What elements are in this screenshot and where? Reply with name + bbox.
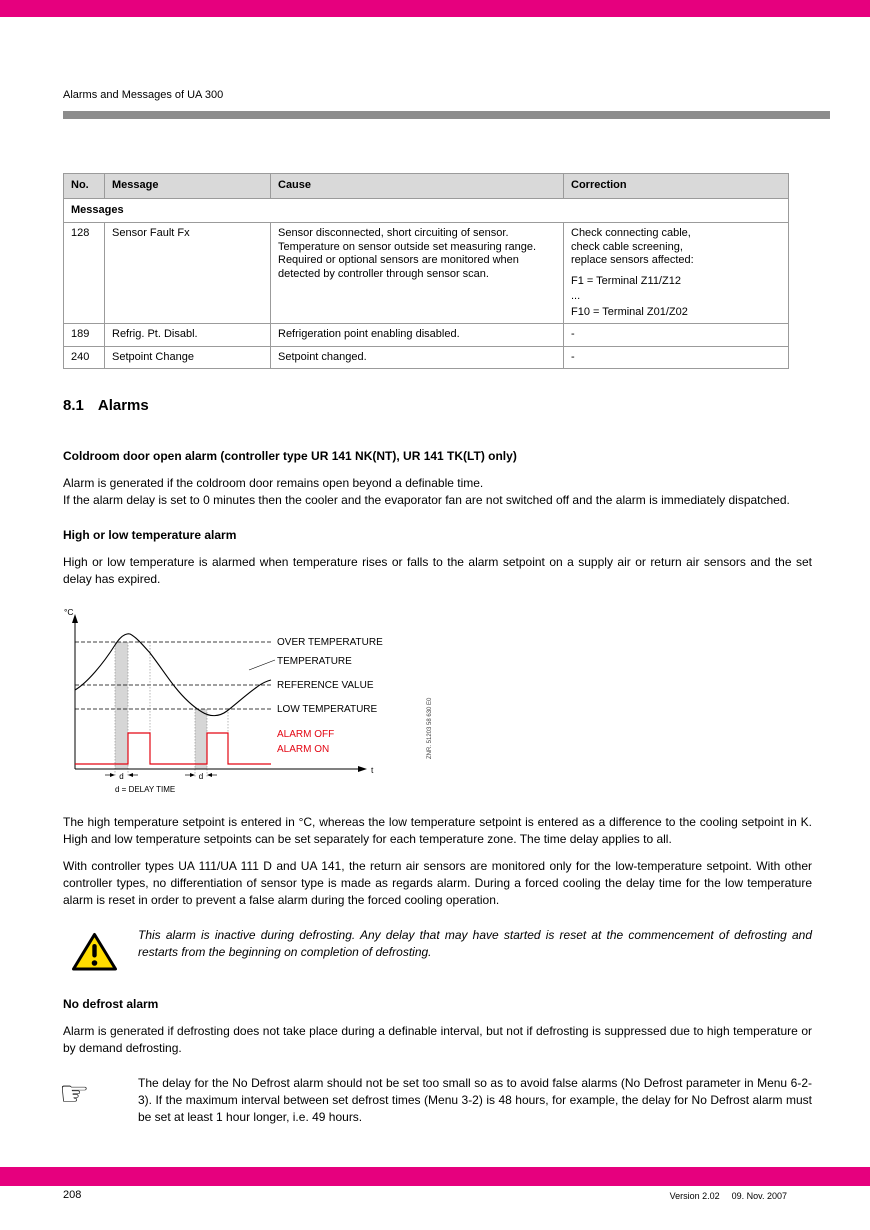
page-content xyxy=(59,0,812,1126)
y-axis-label: °C xyxy=(64,607,74,617)
correction-line: replace sensors affected: xyxy=(571,254,694,266)
temperature-alarm-diagram xyxy=(63,604,523,804)
controller-types-paragraph: With controller types UA 111/UA 111 D and UA 141, the return air sensors are monitored only for the low-temperature setpoint. With other controller types, no differentiation of sensor type is made as regards alarm. During a forced cooling the delay time for the low temperature alarm is reset in order to prevent a false alarm during the forced cooling operation. xyxy=(63,859,812,907)
alarm-off-label: ALARM OFF xyxy=(277,729,335,740)
guide-lines xyxy=(115,642,228,777)
cell-correction: - xyxy=(564,346,789,369)
temperature-leader-line xyxy=(249,660,275,670)
temperature-curve xyxy=(75,634,271,716)
low-temperature-label: LOW TEMPERATURE xyxy=(277,704,378,715)
table-row xyxy=(64,223,789,324)
alarm-on-label: ALARM ON xyxy=(277,744,330,755)
cell-message: Refrig. Pt. Disabl. xyxy=(105,324,271,347)
correction-line: check cable screening, xyxy=(571,240,683,253)
col-header-correction: Correction xyxy=(564,174,789,199)
no-defrost-heading: No defrost alarm xyxy=(63,997,159,1011)
table-row xyxy=(64,324,789,347)
temperature-label: TEMPERATURE xyxy=(277,656,352,667)
messages-table xyxy=(63,173,789,369)
coldroom-alarm-paragraph xyxy=(63,475,812,509)
delay-letter: d xyxy=(119,772,124,781)
table-row xyxy=(64,346,789,369)
hand-note-text: The delay for the No Defrost alarm should not be set too small so as to avoid false alarms (No Defrost parameter in Menu 6-2-3). If the maximum interval between set defrost times (Menu 3-2) is 48 hours, for example, the delay for No Defrost alarm must be set at least 1 hour longer, i.e. 49 hours. xyxy=(138,1076,812,1124)
section-heading xyxy=(63,397,812,414)
terminal-line: ... xyxy=(571,290,581,302)
table-header-row xyxy=(64,174,789,199)
reference-value-label: REFERENCE VALUE xyxy=(277,680,374,691)
pointing-hand-icon: ☞ xyxy=(59,1075,90,1113)
drawing-number-note: ZNR. 51203 58 630 E0 xyxy=(427,697,433,759)
delay-band xyxy=(115,642,128,769)
col-header-message: Message xyxy=(105,174,271,199)
version-info xyxy=(670,1191,787,1201)
warning-triangle-icon xyxy=(71,931,118,973)
x-axis-arrow-icon xyxy=(358,766,367,772)
section-title: Alarms xyxy=(97,397,149,414)
no-defrost-paragraph: Alarm is generated if defrosting does not take place during a definable interval, but not if defrosting is suppressed due to high temperature or by demand defrosting. xyxy=(63,1024,812,1055)
hand-note xyxy=(59,1075,812,1126)
coldroom-alarm-heading: Coldroom door open alarm (controller type UR 141 NK(NT), UR 141 TK(LT) only) xyxy=(63,449,517,463)
setpoint-paragraph: The high temperature setpoint is entered in °C, whereas the low temperature setpoint is entered as a difference to the cooling setpoint in K. High and low temperature setpoints can be set separately for each temperature zone. The time delay applies to all. xyxy=(63,815,812,846)
terminal-line: F1 = Terminal Z11/Z12 xyxy=(571,274,681,287)
high-low-alarm-heading: High or low temperature alarm xyxy=(63,528,237,542)
delay-letter: d xyxy=(198,772,204,781)
diagram-svg xyxy=(63,604,523,804)
warning-note xyxy=(63,927,812,978)
section-number: 8.1 xyxy=(63,397,84,414)
x-axis-label: t xyxy=(371,765,374,775)
running-header: Alarms and Messages of UA 300 xyxy=(63,89,224,101)
cell-no: 189 xyxy=(64,324,105,347)
col-header-cause: Cause xyxy=(271,174,564,199)
header-rule xyxy=(63,111,830,119)
cell-cause: Sensor disconnected, short circuiting of sensor. Temperature on sensor outside set measuring range. Required or optional sensors are monitored when detected by controller through sensor scan. xyxy=(271,223,564,324)
cell-correction xyxy=(564,223,789,324)
delay-band xyxy=(195,709,207,769)
version-date: 09. Nov. 2007 xyxy=(731,1191,787,1201)
cell-message: Sensor Fault Fx xyxy=(105,223,271,324)
cell-message: Setpoint Change xyxy=(105,346,271,369)
delay-legend: d = DELAY TIME xyxy=(115,785,176,794)
alarm-signal xyxy=(75,733,271,764)
paragraph-line: If the alarm delay is set to 0 minutes then the cooler and the evaporator fan are not switched off and the alarm is immediately dispatched. xyxy=(63,493,790,507)
correction-line: Check connecting cable, xyxy=(571,227,691,239)
version-label: Version 2.02 xyxy=(669,1191,720,1201)
cell-no: 128 xyxy=(64,223,105,324)
page-number: 208 xyxy=(63,1189,82,1201)
high-low-alarm-paragraph: High or low temperature is alarmed when temperature rises or falls to the alarm setpoint on a supply air or return air sensors and the set delay has expired. xyxy=(63,555,812,586)
cell-cause: Setpoint changed. xyxy=(271,346,564,369)
bottom-accent-bar xyxy=(0,1167,870,1186)
cell-no: 240 xyxy=(64,346,105,369)
warning-note-text: This alarm is inactive during defrosting. Any delay that may have started is reset at the commencement of defrosting and restarts from the beginning on completion of defrosting. xyxy=(138,928,812,959)
cell-correction: - xyxy=(564,324,789,347)
hand-icon-box xyxy=(59,1075,138,1113)
terminal-line: F10 = Terminal Z01/Z02 xyxy=(571,305,688,318)
col-header-no: No. xyxy=(64,174,105,199)
cell-cause: Refrigeration point enabling disabled. xyxy=(271,324,564,347)
table-section-label: Messages xyxy=(64,198,789,223)
paragraph-line: Alarm is generated if the coldroom door remains open beyond a definable time. xyxy=(63,476,484,490)
table-section-row xyxy=(64,198,789,223)
over-temperature-label: OVER TEMPERATURE xyxy=(277,637,383,648)
warning-icon-box xyxy=(63,927,138,978)
